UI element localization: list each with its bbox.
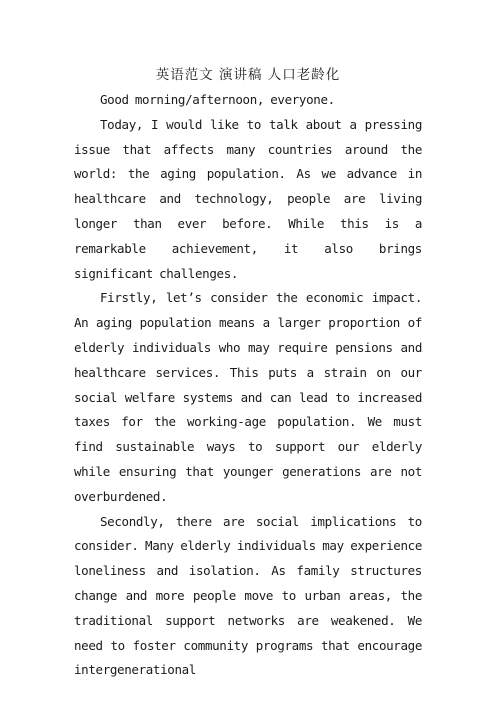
paragraph-social-implications: Secondly, there are social implications to consider. Many elderly individuals may experience loneliness and isolation. As family structures change and more people move to urban areas, the traditional support networks are weakened. We need to foster community programs that encourage intergenerational (74, 513, 422, 678)
document-title: 英语范文 演讲稿 人口老龄化 (155, 67, 341, 83)
document-page (74, 0, 422, 683)
paragraph-intro: Today, I would like to talk about a pressing issue that affects many countries around the world: the aging population. As we advance in healthcare and technology, people are living longer than ever before. While this is a remarkable achievement, it also brings significant challenges. (74, 116, 422, 281)
paragraph-greeting: Good morning/afternoon, everyone. (100, 92, 335, 107)
paragraph-economic-impact: Firstly, let’s consider the economic impact. An aging population means a larger proportion of elderly individuals who may require pensions and healthcare services. This puts a strain on our social welfare systems and can lead to increased taxes for the working-age population. We must find sustainable ways to support our elderly while ensuring that younger generations are not overburdened. (74, 290, 422, 504)
